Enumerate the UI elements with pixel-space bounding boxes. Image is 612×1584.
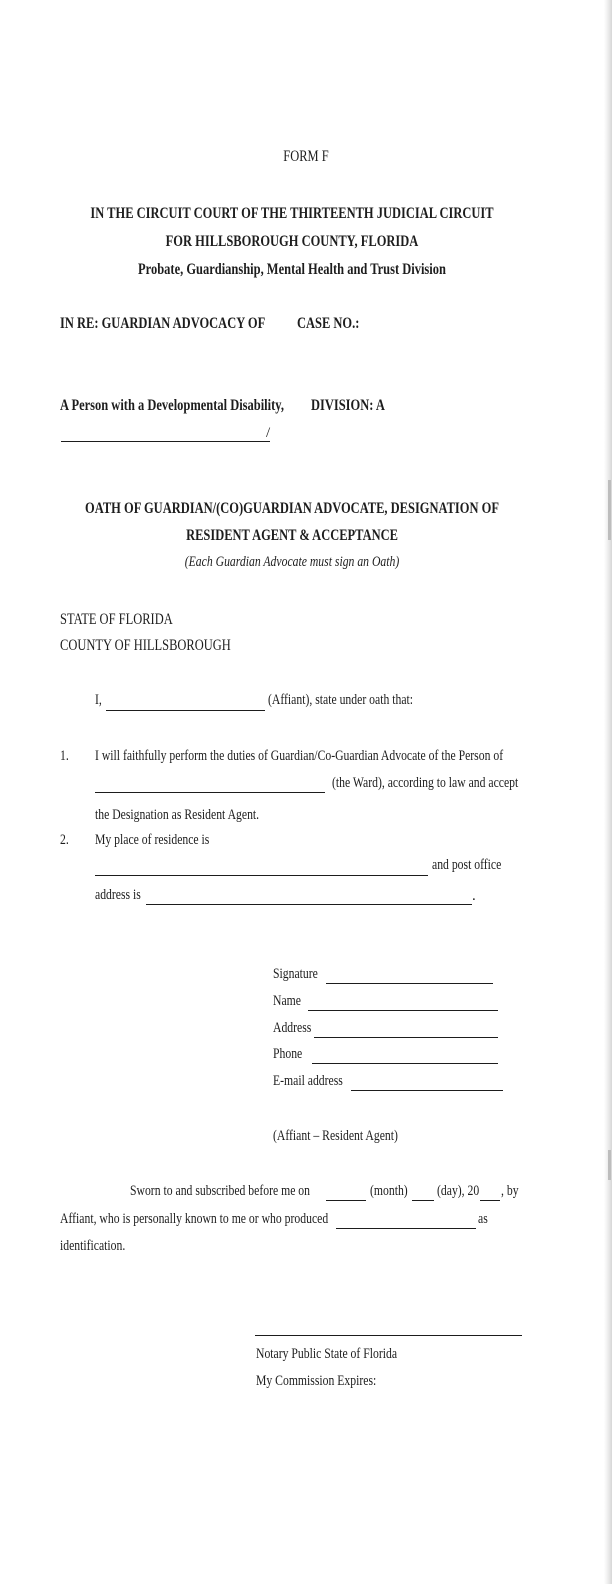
day-field[interactable] [412,1200,434,1201]
venue-county: COUNTY OF HILLSBOROUGH [60,637,231,654]
jurat-day: (day), 20 [437,1183,480,1199]
item-1-line-b: (the Ward), according to law and accept [332,775,519,791]
court-line-2: FOR HILLSBOROUGH COUNTY, FLORIDA [165,233,419,250]
name-label: Name [273,993,301,1009]
person-description: A Person with a Developmental Disability, [60,397,284,414]
item-1-line-c: the Designation as Resident Agent. [95,807,260,823]
in-re-label: IN RE: GUARDIAN ADVOCACY OF [60,315,266,332]
title-line-2: RESIDENT AGENT & ACCEPTANCE [186,527,398,544]
case-no-label: CASE NO.: [297,315,360,332]
address-field[interactable] [314,1037,498,1038]
address-label: Address [273,1020,312,1036]
caption-underline [61,441,270,442]
jurat-affiant: Affiant, who is personally known to me or who produced [60,1211,329,1227]
email-label: E-mail address [273,1073,343,1089]
jurat-as: as [478,1211,488,1227]
year-field[interactable] [480,1200,500,1201]
email-field[interactable] [351,1090,503,1091]
title-line-1: OATH OF GUARDIAN/(CO)GUARDIAN ADVOCATE, DESIGNATION OF [85,500,499,517]
caption-slash: / [266,425,271,441]
item-2-number: 2. [60,832,69,848]
phone-label: Phone [273,1046,303,1062]
post-office-address-field[interactable] [146,904,472,905]
notary-commission: My Commission Expires: [256,1373,377,1389]
title-note: (Each Guardian Advocate must sign an Oath) [184,554,400,570]
identification-field[interactable] [336,1228,476,1229]
item-2-line-c: address is [95,887,141,903]
court-line-3: Probate, Guardianship, Mental Health and Trust Division [138,261,446,278]
signature-field[interactable] [326,983,493,984]
residence-field[interactable] [95,875,428,876]
ward-name-field[interactable] [95,792,325,793]
scan-edge [604,0,612,1584]
signature-label: Signature [273,966,318,982]
scan-edge-mark [608,480,611,540]
court-line-1: IN THE CIRCUIT COURT OF THE THIRTEENTH JUDICIAL CIRCUIT [90,205,494,222]
scan-edge-mark [608,1150,611,1180]
affiant-prefix: I, [95,692,102,708]
jurat-by: , by [501,1183,519,1199]
name-field[interactable] [308,1010,498,1011]
item-1-number: 1. [60,748,69,764]
jurat-month: (month) [370,1183,408,1199]
notary-signature-line[interactable] [255,1335,522,1336]
item-2-line-a: My place of residence is [95,832,210,848]
affiant-name-field[interactable] [106,710,265,711]
phone-field[interactable] [312,1063,498,1064]
item-2-period: . [472,888,476,904]
jurat-identification: identification. [60,1238,126,1254]
affiant-role: (Affiant – Resident Agent) [273,1128,398,1144]
form-label: FORM F [283,148,329,165]
affiant-suffix: (Affiant), state under oath that: [268,692,414,708]
division-label: DIVISION: A [311,397,385,414]
month-field[interactable] [326,1200,366,1201]
notary-title: Notary Public State of Florida [256,1346,398,1362]
item-1-line-a: I will faithfully perform the duties of Guardian/Co-Guardian Advocate of the Person of [95,748,504,764]
item-2-line-b: and post office [432,857,502,873]
venue-state: STATE OF FLORIDA [60,611,173,628]
jurat-sworn: Sworn to and subscribed before me on [130,1183,311,1199]
